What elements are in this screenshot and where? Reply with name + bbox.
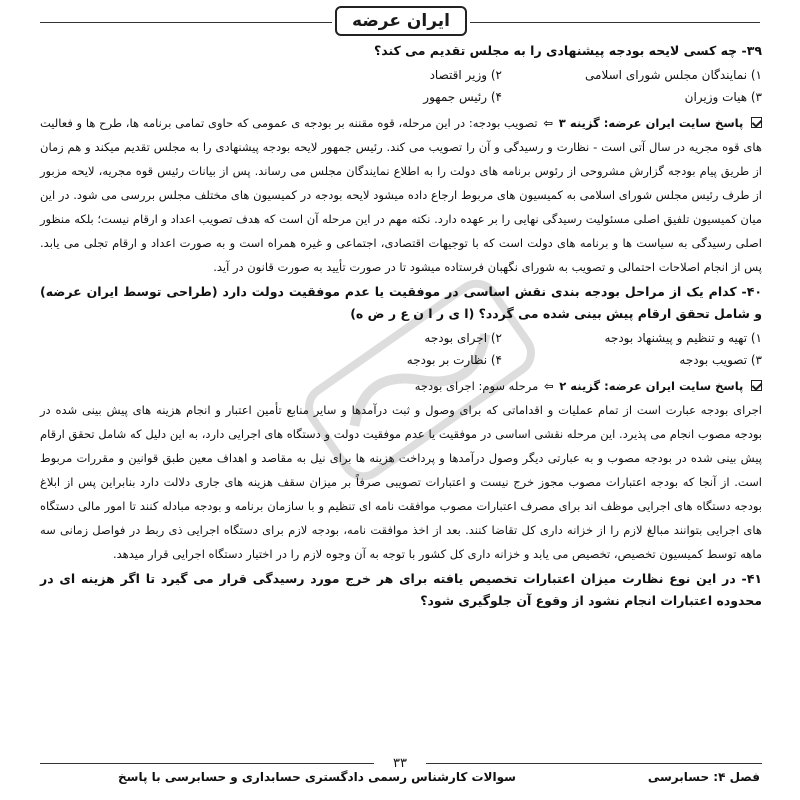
option-40-3: ۳) تصویب بودجه: [679, 353, 762, 367]
answer-40-intro: مرحله سوم: اجرای بودجه: [414, 379, 539, 393]
answer-39-text: تصویب بودجه: در این مرحله، قوه مقننه بر بودجه ی عمومی که حاوی تمامی برنامه ها، طرح ها و فعالیت های قوه مجریه در سال آتی است - نظارت و رسیدگی و آن را تصویب می کند. رئیس جمهور لایحه بودجه پیشنهادی را به مجلس تقدیم میکند و هم زمان از طریق پیام بودجه گزارش مشروحی از رئوس برنامه های دولت را به اطلاع نمایندگان مجلس می رساند. پس از بیانات رئیس قوه مجریه، لایحه مزبور از طرف رئیس مجلس شورای اسلامی به کمیسیون های مربوط ارجاع داده میشود لایحه بودجه در کمیسیون های مختلف مجلس بررسی می شود. در این میان کمیسیون تلفیق اصلی مسئولیت رسیدگی نهایی را بر عهده دارد. نکته مهم در این مرحله آن است که هدف تصویب اعداد و ارقام نیست؛ بلکه منظور اصلی رسیدگی به سیاست ها و برنامه های دولت است که با توجیهات اقتصادی، اجتماعی و غیره همراه است و به صورت اعداد و ارقام تجلی می یابد. پس از انجام اصلاحات احتمالی و تصویب به شورای نگهبان فرستاده میشود تا در صورت تأیید به صورت قانون در آید.: [40, 116, 762, 274]
answer-40: [40, 374, 762, 566]
answer-39-label: پاسخ سایت ایران عرضه: گزینه ۳: [558, 116, 744, 130]
option-39-1: ۱) نمایندگان مجلس شورای اسلامی: [585, 68, 762, 82]
checkbox-icon: [751, 380, 762, 391]
header-rule-left: [40, 22, 332, 23]
answer-39: [40, 111, 762, 279]
logo: [335, 6, 467, 36]
option-39-2: ۲) وزیر اقتصاد: [429, 68, 502, 82]
options-39: [40, 64, 762, 108]
page-number: ۳۳: [374, 756, 426, 771]
question-41: ۴۱- در این نوع نظارت میزان اعتبارات تخصیص یافته برای هر خرج مورد رسیدگی قرار می گیرد تا اگر هزینه ای در محدوده اعتبارات انجام نشود از وقوع آن جلوگیری شود؟: [40, 571, 762, 608]
answer-40-label: پاسخ سایت ایران عرضه: گزینه ۲: [559, 379, 744, 393]
arrow-left-icon: ⇦: [543, 379, 554, 393]
logo-text: ایران عرضه: [352, 11, 450, 31]
arrow-left-icon: ⇦: [543, 116, 554, 130]
options-40: [40, 327, 762, 371]
option-39-4: ۴) رئیس جمهور: [423, 90, 502, 104]
checkbox-icon: [751, 117, 762, 128]
option-39-3: ۳) هیات وزیران: [684, 90, 762, 104]
option-40-4: ۴) نظارت بر بودجه: [406, 353, 502, 367]
option-40-2: ۲) اجرای بودجه: [424, 331, 502, 345]
header-rule-right: [470, 22, 760, 23]
answer-40-text: اجرای بودجه عبارت است از تمام عملیات و اقداماتی که برای وصول و ثبت درآمدها و سایر منابع تأمین اعتبار و انجام هزینه های پیش بینی شده در بودجه مصوب انجام می پذیرد. این مرحله نقشی اساسی در موفقیت یا عدم موفقیت دولت و دستگاه های اجرایی دارد، به این دلیل که شامل تحقق ارقام پیش بینی شده در بودجه مصوب و به عبارتی دیگر وصول درآمدها و پرداخت هزینه ها برای نیل به مقاصد و اهداف معین طبق قوانین و مقررات مربوط است. از آنجا که بودجه اعتبارات مصوب مجوز خرج نیست و اعتبارات تصویبی صرفاً بر میزان سقف هزینه های جاری دلالت دارد بنابراین پس از ابلاغ بودجه دستگاه های اجرایی موظف اند برای مصرف اعتبارات مصوب موافقت نامه ای تنظیم و با سازمان برنامه و بودجه مبادله کنند تا امور مالی دستگاه های اجرایی بتوانند مبالغ لازم را از خزانه داری کل تقاضا کنند. بعد از اخذ موافقت نامه، بودجه لازم برای دستگاه اجرایی ذی ربط در فواصل زمانی سه ماهه توسط کمیسیون تخصیص، تخصیص می یابد و خزانه داری کل کشور با توجه به آن وجوه لازم را در اختیار دستگاه اجرایی قرار میدهد.: [40, 403, 762, 561]
option-40-1: ۱) تهیه و تنظیم و پیشنهاد بودجه: [604, 331, 762, 345]
footer-book-title: سوالات کارشناس رسمی دادگستری حسابداری و حسابرسی با پاسخ: [118, 770, 516, 784]
main-content: [40, 40, 762, 612]
question-39: ۳۹- چه کسی لایحه بودجه پیشنهادی را به مجلس تقدیم می کند؟: [373, 43, 762, 58]
footer-chapter: فصل ۴: حسابرسی: [647, 770, 760, 784]
question-40: ۴۰- کدام یک از مراحل بودجه بندی نقش اساسی در موفقیت یا عدم موفقیت دولت دارد (طراحی توسط ایران عرضه) و شامل تحقق ارقام پیش بینی شده می گردد؟ (ا ی ر ا ن ع ر ض ه): [40, 284, 762, 321]
